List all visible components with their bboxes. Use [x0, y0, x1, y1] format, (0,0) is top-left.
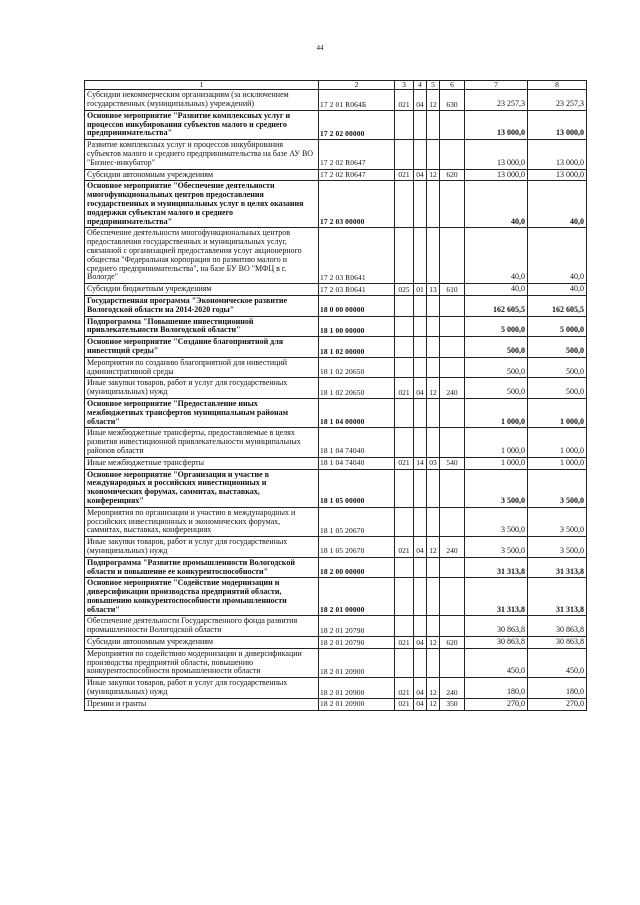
- cell-ministry-code: 021: [395, 637, 414, 649]
- cell-amount-col8: 40,0: [528, 284, 587, 296]
- cell-name: Обеспечение деятельности Государственного фонда развития промышленности Вологодской области: [85, 616, 319, 637]
- cell-name: Иные закупки товаров, работ и услуг для государственных (муниципальных) нужд: [85, 378, 319, 399]
- cell-ministry-code: [395, 316, 414, 337]
- column-header-6: 6: [440, 81, 465, 90]
- column-header-3: 3: [395, 81, 414, 90]
- cell-target-code: 17 2 03 R0641: [319, 284, 395, 296]
- cell-amount-col7: 3 500,0: [465, 507, 528, 536]
- page-number: 44: [316, 44, 324, 52]
- cell-expense-type: [440, 181, 465, 228]
- cell-target-code: 18 1 05 20670: [319, 507, 395, 536]
- cell-section: 04: [414, 169, 427, 181]
- cell-target-code: 18 2 01 00000: [319, 578, 395, 616]
- cell-subsection: 12: [427, 169, 440, 181]
- cell-section: [414, 181, 427, 228]
- cell-expense-type: [440, 295, 465, 316]
- cell-amount-col8: 13 000,0: [528, 110, 587, 139]
- table-row: [85, 337, 587, 358]
- cell-target-code: 18 1 04 74040: [319, 428, 395, 457]
- cell-subsection: 12: [427, 678, 440, 699]
- cell-amount-col7: 13 000,0: [465, 140, 528, 169]
- cell-amount-col7: 1 000,0: [465, 457, 528, 469]
- cell-ministry-code: 025: [395, 284, 414, 296]
- cell-amount-col7: 40,0: [465, 181, 528, 228]
- cell-subsection: [427, 228, 440, 284]
- cell-ministry-code: [395, 648, 414, 677]
- cell-amount-col8: 270,0: [528, 698, 587, 710]
- cell-target-code: 18 1 02 20650: [319, 357, 395, 378]
- cell-ministry-code: 021: [395, 90, 414, 111]
- cell-target-code: 17 2 02 00000: [319, 110, 395, 139]
- cell-ministry-code: [395, 228, 414, 284]
- cell-target-code: 18 1 04 74040: [319, 457, 395, 469]
- cell-subsection: 12: [427, 637, 440, 649]
- cell-ministry-code: 021: [395, 537, 414, 558]
- cell-amount-col8: 13 000,0: [528, 169, 587, 181]
- cell-section: [414, 428, 427, 457]
- table-row: [85, 698, 587, 710]
- cell-subsection: [427, 181, 440, 228]
- cell-amount-col8: 500,0: [528, 337, 587, 358]
- table-row: [85, 678, 587, 699]
- cell-amount-col7: 500,0: [465, 357, 528, 378]
- cell-name: Основное мероприятие "Предоставление иных межбюджетных трансфертов муниципальным районам области": [85, 398, 319, 427]
- cell-subsection: [427, 616, 440, 637]
- cell-expense-type: 240: [440, 537, 465, 558]
- cell-target-code: 18 2 01 20900: [319, 678, 395, 699]
- cell-name: Мероприятия по созданию благоприятной для инвестиций административной среды: [85, 357, 319, 378]
- cell-section: [414, 228, 427, 284]
- cell-subsection: [427, 140, 440, 169]
- table-row: [85, 90, 587, 111]
- cell-amount-col7: 500,0: [465, 337, 528, 358]
- cell-expense-type: [440, 357, 465, 378]
- cell-section: 04: [414, 678, 427, 699]
- table-row: [85, 428, 587, 457]
- cell-target-code: 18 2 01 20790: [319, 616, 395, 637]
- cell-target-code: 18 1 00 00000: [319, 316, 395, 337]
- cell-ministry-code: 021: [395, 698, 414, 710]
- cell-ministry-code: [395, 578, 414, 616]
- cell-ministry-code: 021: [395, 378, 414, 399]
- cell-expense-type: [440, 110, 465, 139]
- table-header-row: [85, 81, 587, 90]
- cell-ministry-code: [395, 616, 414, 637]
- cell-target-code: 17 2 01 R064Б: [319, 90, 395, 111]
- cell-section: [414, 469, 427, 507]
- cell-section: [414, 140, 427, 169]
- cell-ministry-code: [395, 557, 414, 578]
- cell-amount-col7: 13 000,0: [465, 169, 528, 181]
- cell-target-code: 18 1 02 00000: [319, 337, 395, 358]
- cell-expense-type: [440, 469, 465, 507]
- column-header-8: 8: [528, 81, 587, 90]
- cell-amount-col7: 450,0: [465, 648, 528, 677]
- cell-amount-col7: 31 313,8: [465, 578, 528, 616]
- cell-subsection: 12: [427, 698, 440, 710]
- cell-name: Субсидии автономным учреждениям: [85, 637, 319, 649]
- cell-section: [414, 295, 427, 316]
- cell-name: Иные закупки товаров, работ и услуг для государственных (муниципальных) нужд: [85, 678, 319, 699]
- cell-name: Субсидии автономным учреждениям: [85, 169, 319, 181]
- cell-amount-col8: 180,0: [528, 678, 587, 699]
- cell-name: Подпрограмма "Развитие промышленности Вологодской области и повышение ее конкурентоспособности": [85, 557, 319, 578]
- cell-amount-col8: 1 000,0: [528, 457, 587, 469]
- cell-expense-type: [440, 578, 465, 616]
- cell-ministry-code: 021: [395, 678, 414, 699]
- cell-amount-col8: 1 000,0: [528, 398, 587, 427]
- cell-amount-col7: 1 000,0: [465, 428, 528, 457]
- table-row: [85, 537, 587, 558]
- cell-section: [414, 337, 427, 358]
- cell-section: [414, 357, 427, 378]
- cell-section: 14: [414, 457, 427, 469]
- cell-amount-col7: 23 257,3: [465, 90, 528, 111]
- table-row: [85, 181, 587, 228]
- cell-subsection: [427, 357, 440, 378]
- budget-table: [84, 80, 587, 711]
- cell-name: Субсидии некоммерческим организациям (за исключением государственных (муниципальных) учреждений): [85, 90, 319, 111]
- cell-section: [414, 578, 427, 616]
- table-row: [85, 316, 587, 337]
- cell-amount-col8: 162 605,5: [528, 295, 587, 316]
- cell-expense-type: 620: [440, 637, 465, 649]
- cell-section: 04: [414, 90, 427, 111]
- cell-subsection: [427, 507, 440, 536]
- cell-target-code: 18 2 01 20900: [319, 698, 395, 710]
- cell-ministry-code: [395, 295, 414, 316]
- cell-ministry-code: [395, 507, 414, 536]
- cell-subsection: [427, 337, 440, 358]
- cell-amount-col7: 270,0: [465, 698, 528, 710]
- cell-target-code: 18 2 01 20790: [319, 637, 395, 649]
- cell-subsection: [427, 469, 440, 507]
- cell-amount-col8: 500,0: [528, 357, 587, 378]
- cell-amount-col8: 40,0: [528, 181, 587, 228]
- table-row: [85, 378, 587, 399]
- cell-expense-type: [440, 316, 465, 337]
- cell-subsection: 03: [427, 457, 440, 469]
- cell-section: 04: [414, 378, 427, 399]
- table-row: [85, 469, 587, 507]
- cell-name: Основное мероприятие "Развитие комплексных услуг и процессов инкубирования субъектов малого и среднего предпринимательства": [85, 110, 319, 139]
- cell-amount-col8: 23 257,3: [528, 90, 587, 111]
- cell-expense-type: [440, 616, 465, 637]
- cell-name: Иные межбюджетные трансферты: [85, 457, 319, 469]
- cell-amount-col8: 3 500,0: [528, 507, 587, 536]
- column-header-4: 4: [414, 81, 427, 90]
- cell-name: Развитие комплексных услуг и процессов инкубирования субъектов малого и среднего предпринимательства на базе АУ ВО "Бизнес-инкубатор": [85, 140, 319, 169]
- cell-name: Основное мероприятие "Обеспечение деятельности многофункциональных центров предоставления государственных и муниципальных услуг в целях оказания поддержки субъектам малого и среднего предпринимательства": [85, 181, 319, 228]
- cell-name: Государственная программа "Экономическое развитие Вологодской области на 2014-2020 годы": [85, 295, 319, 316]
- table-row: [85, 557, 587, 578]
- cell-name: Мероприятия по содействию модернизации и диверсификации производства предприятий области, повышению конкурентоспособности промышленности области: [85, 648, 319, 677]
- cell-target-code: 18 0 00 00000: [319, 295, 395, 316]
- cell-amount-col8: 3 500,0: [528, 537, 587, 558]
- column-header-1: 1: [85, 81, 319, 90]
- cell-ministry-code: [395, 110, 414, 139]
- table-row: [85, 616, 587, 637]
- table-row: [85, 398, 587, 427]
- cell-section: [414, 110, 427, 139]
- cell-target-code: 18 2 01 20900: [319, 648, 395, 677]
- cell-amount-col7: 500,0: [465, 378, 528, 399]
- cell-name: Иные закупки товаров, работ и услуг для государственных (муниципальных) нужд: [85, 537, 319, 558]
- cell-amount-col7: 3 500,0: [465, 537, 528, 558]
- cell-section: [414, 616, 427, 637]
- cell-subsection: [427, 557, 440, 578]
- cell-name: Подпрограмма "Повышение инвестиционной привлекательности Вологодской области": [85, 316, 319, 337]
- cell-ministry-code: [395, 469, 414, 507]
- cell-target-code: 17 2 02 R0647: [319, 169, 395, 181]
- cell-subsection: 12: [427, 537, 440, 558]
- cell-name: Премии и гранты: [85, 698, 319, 710]
- cell-name: Обеспечение деятельности многофункциональных центров предоставления государственных и муниципальных услуг, связанной с организацией предоставления услуг акционерного общества "Федеральная корпорация по развитию малого и среднего предпринимательства", на базе БУ ВО "МФЦ в г. Вологде": [85, 228, 319, 284]
- cell-amount-col8: 30 863,8: [528, 637, 587, 649]
- cell-expense-type: [440, 398, 465, 427]
- column-header-5: 5: [427, 81, 440, 90]
- cell-target-code: 18 1 05 20670: [319, 537, 395, 558]
- cell-amount-col7: 1 000,0: [465, 398, 528, 427]
- cell-name: Основное мероприятие "Содействие модернизации и диверсификации производства предприятий области, повышению конкурентоспособности промышленности области": [85, 578, 319, 616]
- column-header-7: 7: [465, 81, 528, 90]
- cell-section: [414, 398, 427, 427]
- cell-amount-col8: 40,0: [528, 228, 587, 284]
- cell-amount-col7: 30 863,8: [465, 637, 528, 649]
- cell-section: 04: [414, 698, 427, 710]
- cell-ministry-code: [395, 428, 414, 457]
- cell-expense-type: 350: [440, 698, 465, 710]
- cell-name: Субсидии бюджетным учреждениям: [85, 284, 319, 296]
- table-row: [85, 228, 587, 284]
- cell-amount-col8: 30 863,8: [528, 616, 587, 637]
- cell-target-code: 17 2 03 R0641: [319, 228, 395, 284]
- cell-section: 04: [414, 537, 427, 558]
- cell-amount-col7: 3 500,0: [465, 469, 528, 507]
- cell-expense-type: 620: [440, 169, 465, 181]
- cell-subsection: [427, 578, 440, 616]
- cell-expense-type: [440, 428, 465, 457]
- cell-name: Основное мероприятие "Организация и участие в международных и российских инвестиционных и экономических форумах, саммитах, выставках, конференциях": [85, 469, 319, 507]
- cell-amount-col7: 5 000,0: [465, 316, 528, 337]
- cell-section: [414, 316, 427, 337]
- cell-amount-col8: 5 000,0: [528, 316, 587, 337]
- cell-target-code: 18 2 00 00000: [319, 557, 395, 578]
- cell-amount-col8: 500,0: [528, 378, 587, 399]
- table-body: [85, 81, 587, 711]
- cell-target-code: 17 2 02 R0647: [319, 140, 395, 169]
- cell-subsection: [427, 398, 440, 427]
- table-row: [85, 295, 587, 316]
- cell-amount-col7: 180,0: [465, 678, 528, 699]
- cell-ministry-code: 021: [395, 169, 414, 181]
- cell-amount-col7: 40,0: [465, 228, 528, 284]
- cell-section: 04: [414, 637, 427, 649]
- table-row: [85, 578, 587, 616]
- cell-amount-col7: 13 000,0: [465, 110, 528, 139]
- cell-expense-type: [440, 337, 465, 358]
- cell-expense-type: [440, 557, 465, 578]
- cell-amount-col7: 31 313,8: [465, 557, 528, 578]
- cell-subsection: [427, 648, 440, 677]
- cell-expense-type: [440, 140, 465, 169]
- cell-amount-col7: 40,0: [465, 284, 528, 296]
- cell-amount-col8: 3 500,0: [528, 469, 587, 507]
- table-row: [85, 284, 587, 296]
- cell-name: Мероприятия по организации и участию в международных и российских инвестиционных и экономических форумах, саммитах, выставках, конференциях: [85, 507, 319, 536]
- cell-ministry-code: [395, 140, 414, 169]
- cell-expense-type: 630: [440, 90, 465, 111]
- table-row: [85, 357, 587, 378]
- cell-expense-type: 610: [440, 284, 465, 296]
- cell-ministry-code: [395, 357, 414, 378]
- cell-expense-type: 540: [440, 457, 465, 469]
- cell-subsection: [427, 295, 440, 316]
- cell-section: [414, 557, 427, 578]
- cell-amount-col7: 30 863,8: [465, 616, 528, 637]
- table-row: [85, 648, 587, 677]
- cell-name: Основное мероприятие "Создание благоприятной для инвестиций среды": [85, 337, 319, 358]
- cell-ministry-code: [395, 337, 414, 358]
- cell-section: [414, 648, 427, 677]
- cell-target-code: 18 1 04 00000: [319, 398, 395, 427]
- cell-name: Иные межбюджетные трансферты, предоставляемые в целях развития инвестиционной привлекательности муниципальных районов области: [85, 428, 319, 457]
- cell-expense-type: [440, 228, 465, 284]
- cell-target-code: 18 1 05 00000: [319, 469, 395, 507]
- table-row: [85, 457, 587, 469]
- cell-expense-type: 240: [440, 678, 465, 699]
- table-row: [85, 637, 587, 649]
- cell-section: [414, 507, 427, 536]
- cell-ministry-code: 021: [395, 457, 414, 469]
- cell-subsection: [427, 428, 440, 457]
- cell-amount-col8: 13 000,0: [528, 140, 587, 169]
- cell-target-code: 17 2 03 00000: [319, 181, 395, 228]
- table-row: [85, 110, 587, 139]
- cell-amount-col8: 1 000,0: [528, 428, 587, 457]
- cell-target-code: 18 1 02 20650: [319, 378, 395, 399]
- cell-expense-type: [440, 507, 465, 536]
- table-row: [85, 140, 587, 169]
- cell-subsection: [427, 110, 440, 139]
- cell-amount-col8: 31 313,8: [528, 557, 587, 578]
- column-header-2: 2: [319, 81, 395, 90]
- cell-subsection: 13: [427, 284, 440, 296]
- cell-amount-col7: 162 605,5: [465, 295, 528, 316]
- cell-subsection: [427, 316, 440, 337]
- cell-expense-type: [440, 648, 465, 677]
- cell-subsection: 12: [427, 90, 440, 111]
- cell-ministry-code: [395, 181, 414, 228]
- cell-expense-type: 240: [440, 378, 465, 399]
- cell-subsection: 12: [427, 378, 440, 399]
- cell-amount-col8: 31 313,8: [528, 578, 587, 616]
- cell-amount-col8: 450,0: [528, 648, 587, 677]
- table-row: [85, 169, 587, 181]
- table-row: [85, 507, 587, 536]
- cell-section: 01: [414, 284, 427, 296]
- cell-ministry-code: [395, 398, 414, 427]
